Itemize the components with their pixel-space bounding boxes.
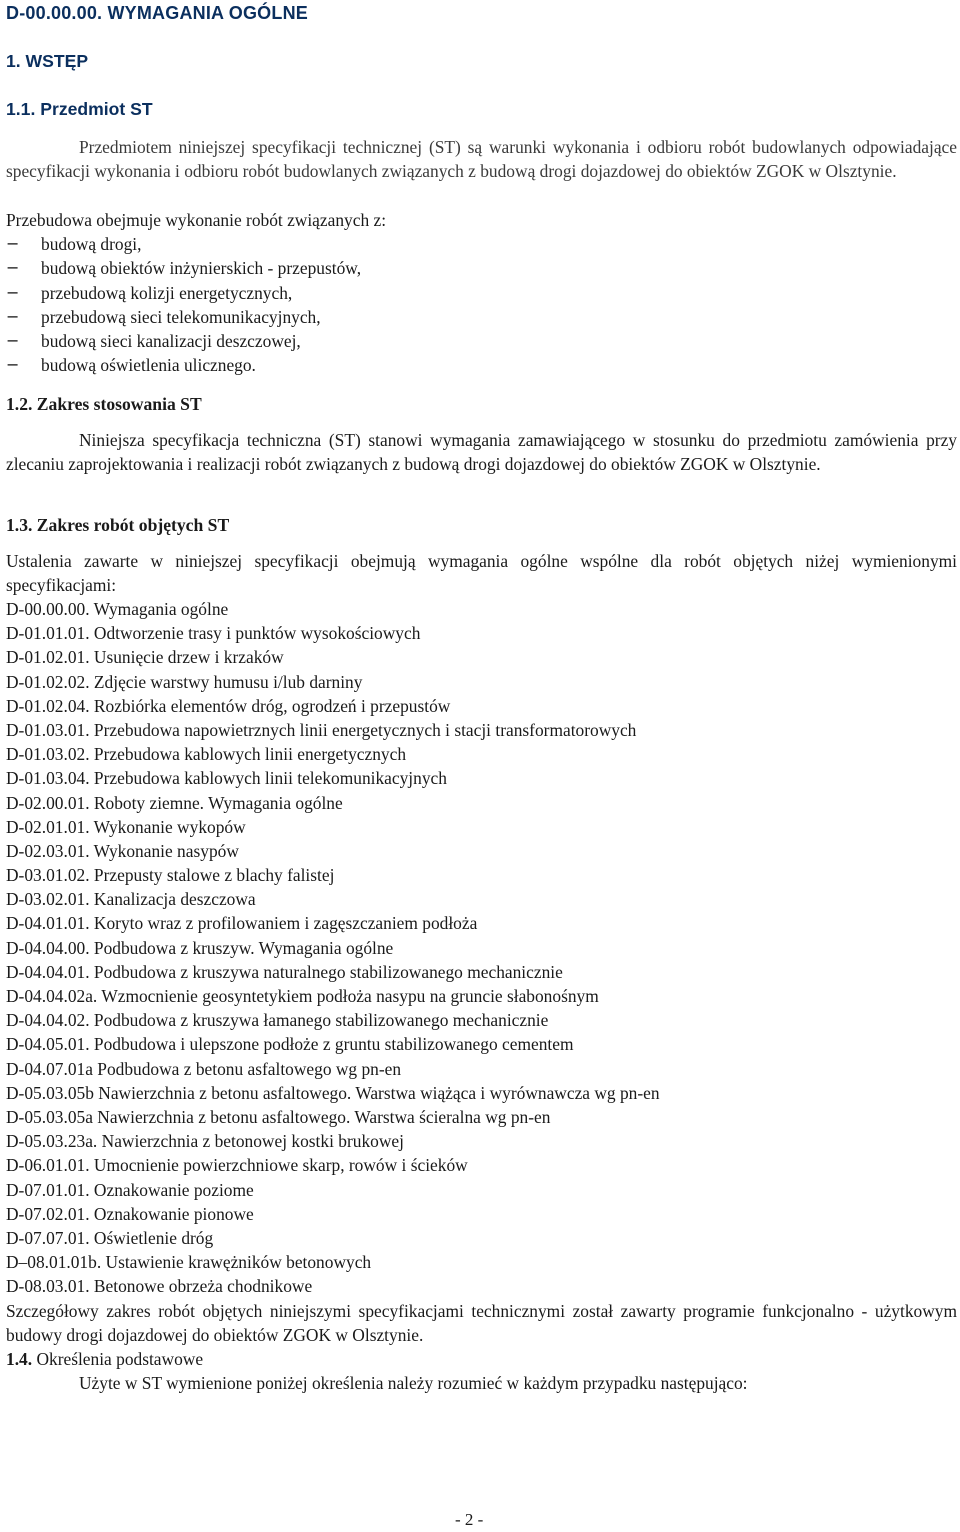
spec-list-item: D-07.02.01. Oznakowanie pionowe xyxy=(6,1203,254,1224)
section-1-4-number: 1.4. xyxy=(6,1349,33,1369)
spec-list-item: D-01.01.01. Odtworzenie trasy i punktów wysokościowych xyxy=(6,623,421,644)
spec-list-item: D-00.00.00. Wymagania ogólne xyxy=(6,599,229,619)
scope-item-text: budową drogi, xyxy=(41,234,142,255)
spec-list-item: D-04.05.01. Podbudowa i ulepszone podłoże z gruntu stabilizowanego cementem xyxy=(6,1034,574,1055)
dash-bullet-icon: − xyxy=(6,258,20,278)
scope-item-text: przebudową kolizji energetycznych, xyxy=(41,282,293,303)
spec-list-item: D-02.03.01. Wykonanie nasypów xyxy=(6,840,239,861)
spec-list-item: D-08.03.01. Betonowe obrzeża chodnikowe xyxy=(6,1276,313,1297)
spec-list-item: D-04.04.02a. Wzmocnienie geosyntetykiem podłoża nasypu na gruncie słabonośnym xyxy=(6,986,599,1006)
spec-list-item: D-04.04.00. Podbudowa z kruszyw. Wymagania ogólne xyxy=(6,937,394,958)
spec-list-item: D-05.03.23a. Nawierzchnia z betonowej kostki brukowej xyxy=(6,1131,404,1152)
scope-item xyxy=(6,305,957,329)
spec-list-item: D-03.02.01. Kanalizacja deszczowa xyxy=(6,889,256,910)
spec-list-item: D-03.01.02. Przepusty stalowe z blachy falistej xyxy=(6,865,335,886)
spec-list-item: D-01.02.02. Zdjęcie warstwy humusu i/lub darniny xyxy=(6,671,363,692)
paragraph-1-2: Niniejsza specyfikacja techniczna (ST) stanowi wymagania zamawiającego w stosunku do przedmiotu zamówienia przy zlecaniu zaprojektowania i realizacji robót związanych z budową drogi dojazdowej do obiektów ZGOK w Olsztynie. xyxy=(6,430,957,475)
dash-bullet-icon: − xyxy=(6,330,20,350)
paragraph-1-4: Użyte w ST wymienione poniżej określenia należy rozumieć w każdym przypadku następująco: xyxy=(79,1373,748,1393)
scope-item-text: budową sieci kanalizacji deszczowej, xyxy=(41,330,301,351)
dash-bullet-icon: − xyxy=(6,234,20,254)
document-title: D-00.00.00. WYMAGANIA OGÓLNE xyxy=(6,3,308,23)
spec-list-item: D-01.03.02. Przebudowa kablowych linii energetycznych xyxy=(6,744,407,765)
spec-list-item: D-06.01.01. Umocnienie powierzchniowe skarp, rowów i ścieków xyxy=(6,1155,468,1176)
scope-list xyxy=(6,208,957,377)
section-heading-1: 1. WSTĘP xyxy=(6,51,89,71)
dash-bullet-icon: − xyxy=(6,355,20,375)
scope-item-text: budową obiektów inżynierskich - przepustów, xyxy=(41,258,362,279)
spec-list-item: D-02.00.01. Roboty ziemne. Wymagania ogólne xyxy=(6,792,343,813)
section-heading-1-1: 1.1. Przedmiot ST xyxy=(6,99,153,119)
spec-list-item: D-04.04.02. Podbudowa z kruszywa łamanego stabilizowanego mechanicznie xyxy=(6,1010,549,1031)
section-1-4-title: Określenia podstawowe xyxy=(32,1349,204,1369)
page-number: - 2 - xyxy=(455,1510,484,1529)
scope-intro: Przebudowa obejmuje wykonanie robót związanych z: xyxy=(6,210,387,230)
spec-list-item: D-07.07.01. Oświetlenie dróg xyxy=(6,1227,214,1248)
scope-item-text: budową oświetlenia ulicznego. xyxy=(41,355,256,376)
spec-list-item: D-01.03.01. Przebudowa napowietrznych linii energetycznych i stacji transformatorowych xyxy=(6,719,637,740)
scope-item xyxy=(6,329,957,353)
section-heading-1-3: 1.3. Zakres robót objętych ST xyxy=(6,515,230,535)
dash-bullet-icon: − xyxy=(6,282,20,302)
scope-item xyxy=(6,281,957,305)
dash-bullet-icon: − xyxy=(6,306,20,326)
paragraph-1-3-closing: Szczegółowy zakres robót objętych niniejszymi specyfikacjami technicznymi został zawarty programie funkcjonalno - użytkowym budowy drogi dojazdowej do obiektów ZGOK w Olsztynie. xyxy=(6,1301,957,1346)
scope-item xyxy=(6,353,957,377)
spec-list-item: D-05.03.05a Nawierzchnia z betonu asfaltowego. Warstwa ścieralna wg pn-en xyxy=(6,1106,551,1127)
spec-list-item: D-04.04.01. Podbudowa z kruszywa naturalnego stabilizowanego mechanicznie xyxy=(6,961,563,982)
spec-list xyxy=(6,597,957,1298)
paragraph-1-1 xyxy=(6,135,957,183)
spec-list-item: D-07.01.01. Oznakowanie poziome xyxy=(6,1179,254,1200)
spec-list-item: D-01.02.04. Rozbiórka elementów dróg, ogrodzeń i przepustów xyxy=(6,695,451,716)
spec-list-item: D-01.02.01. Usunięcie drzew i krzaków xyxy=(6,647,284,668)
scope-item xyxy=(6,232,957,256)
spec-list-item: D-04.07.01a Podbudowa z betonu asfaltowego wg pn-en xyxy=(6,1058,402,1079)
spec-list-item: D–08.01.01b. Ustawienie krawężników betonowych xyxy=(6,1252,372,1273)
spec-list-item: D-02.01.01. Wykonanie wykopów xyxy=(6,816,246,837)
scope-item-text: przebudową sieci telekomunikacyjnych, xyxy=(41,306,321,327)
spec-list-item: D-05.03.05b Nawierzchnia z betonu asfaltowego. Warstwa wiążąca i wyrównawcza wg pn-en xyxy=(6,1082,660,1103)
spec-list-item: D-04.01.01. Koryto wraz z profilowaniem i zagęszczaniem podłoża xyxy=(6,913,478,934)
scope-item xyxy=(6,256,957,280)
section-heading-1-2: 1.2. Zakres stosowania ST xyxy=(6,394,202,414)
spec-list-item: D-01.03.04. Przebudowa kablowych linii telekomunikacyjnych xyxy=(6,768,447,789)
paragraph-1-1-text: Przedmiotem niniejszej specyfikacji technicznej (ST) są warunki wykonania i odbioru robót budowlanych odpowiadające specyfikacji wykonania i odbioru robót budowlanych związanych z budową drogi dojazdowej do obiektów ZGOK w Olsztynie. xyxy=(6,137,957,182)
section-heading-1-4 xyxy=(6,1347,957,1371)
paragraph-1-3: Ustalenia zawarte w niniejszej specyfikacji obejmują wymagania ogólne wspólne dla robót objętych niżej wymienionymi specyfikacjami: xyxy=(6,551,957,596)
